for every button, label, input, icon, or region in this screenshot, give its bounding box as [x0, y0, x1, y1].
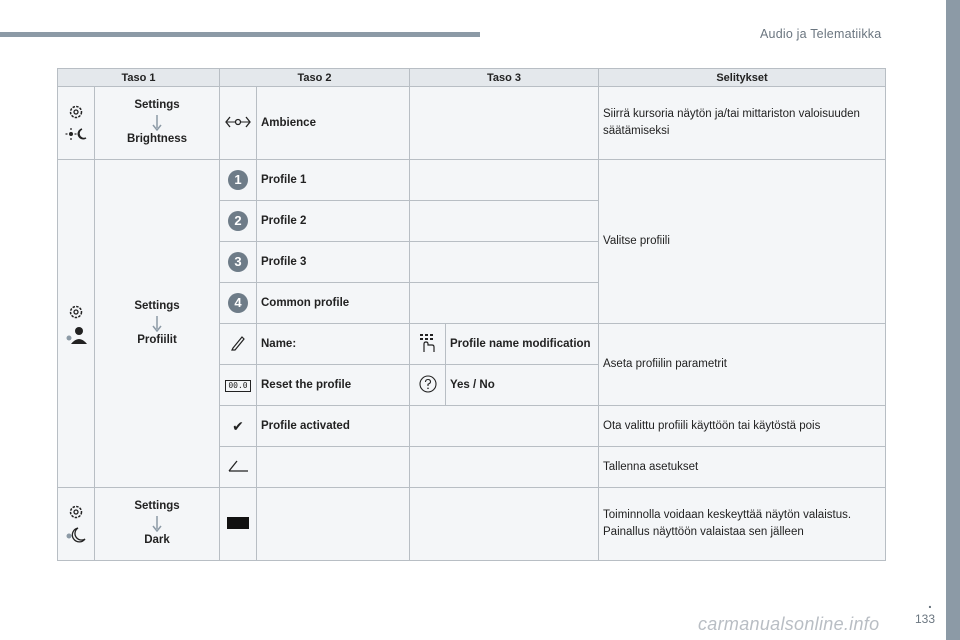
table-row: [58, 488, 886, 561]
touch-keyboard-icon: [419, 333, 437, 353]
settings-table: [57, 68, 886, 561]
dark-icons: [58, 488, 95, 561]
watermark: carmanualsonline.info: [698, 614, 880, 634]
profile-3-badge: 3: [228, 252, 248, 272]
empty-cell: [257, 447, 410, 488]
side-rule: [946, 0, 960, 640]
table-header-row: [58, 69, 886, 87]
profile-activated-label: Profile activated: [257, 406, 410, 447]
profile-name-modification-label: Profile name modification: [446, 324, 599, 365]
arrow-down-icon: [152, 316, 162, 332]
settings-label: Settings: [134, 299, 180, 312]
ambience-label: Ambience: [257, 87, 410, 160]
page-marker: .: [928, 595, 932, 611]
ambience-icon-cell: [220, 87, 257, 160]
name-icon-cell: [220, 324, 257, 365]
dark-label: Dark: [144, 534, 170, 546]
slider-arrows-icon: [225, 115, 251, 129]
common-profile-label: Common profile: [257, 283, 410, 324]
arrow-down-icon: [152, 115, 162, 131]
empty-cell: [410, 160, 599, 201]
save-description: Tallenna asetukset: [599, 447, 886, 488]
profile1-badge-cell: [220, 160, 257, 201]
profile-4-badge: 4: [228, 293, 248, 313]
table-row: [58, 160, 886, 201]
yes-no-label: Yes / No: [446, 365, 599, 406]
header-taso3: Taso 3: [410, 69, 599, 87]
gear-icon: [68, 304, 84, 320]
dark-description: Toiminnolla voidaan keskeyttää näytön valaistus. Painallus näyttöön valaistaa sen jälleen: [599, 488, 886, 561]
moon-icon: [65, 526, 87, 544]
common-badge-cell: [220, 283, 257, 324]
empty-cell: [410, 201, 599, 242]
header-taso2: Taso 2: [220, 69, 410, 87]
profile-1-badge: 1: [228, 170, 248, 190]
empty-cell: [410, 406, 599, 447]
keyboard-icon-cell: [410, 324, 446, 365]
user-profile-icon: [65, 326, 87, 344]
pencil-icon: [230, 335, 246, 351]
brightness-icons: [58, 87, 95, 160]
header-taso1: Taso 1: [58, 69, 220, 87]
empty-cell: [410, 488, 599, 561]
profile-2-badge: 2: [228, 211, 248, 231]
page-number: 133: [915, 612, 936, 626]
name-label: Name:: [257, 324, 410, 365]
activated-description: Ota valittu profiili käyttöön tai käytöstä pois: [599, 406, 886, 447]
profile3-label: Profile 3: [257, 242, 410, 283]
arrow-down-icon: [152, 516, 162, 532]
section-title: Audio ja Telematiikka: [760, 27, 882, 41]
check-icon-cell: [220, 406, 257, 447]
header-selitykset: Selitykset: [599, 69, 886, 87]
reset-icon-cell: [220, 365, 257, 406]
empty-cell: [410, 447, 599, 488]
black-screen-icon: [227, 517, 249, 529]
settings-label: Settings: [134, 99, 180, 112]
table-row: [58, 87, 886, 160]
question-icon: [419, 375, 437, 393]
reset-profile-label: Reset the profile: [257, 365, 410, 406]
settings-label: Settings: [134, 500, 180, 513]
level1-brightness: [95, 87, 220, 160]
profile2-label: Profile 2: [257, 201, 410, 242]
back-icon-cell: [220, 447, 257, 488]
check-icon: ✔: [232, 417, 244, 434]
gear-icon: [68, 504, 84, 520]
brightness-label: Brightness: [126, 133, 188, 145]
level1-dark: [95, 488, 220, 561]
black-screen-icon-cell: [220, 488, 257, 561]
profiles-description: Valitse profiili: [599, 160, 886, 324]
brightness-moon-icon: [65, 126, 87, 142]
ambience-description: Siirrä kursoria näytön ja/tai mittariston valoisuuden säätämiseksi: [599, 87, 886, 160]
empty-cell: [257, 488, 410, 561]
empty-cell: [410, 283, 599, 324]
gear-icon: [68, 104, 84, 120]
empty-cell: [410, 87, 599, 160]
question-icon-cell: [410, 365, 446, 406]
profile1-label: Profile 1: [257, 160, 410, 201]
profile2-badge-cell: [220, 201, 257, 242]
profiles-icons: [58, 160, 95, 488]
profile3-badge-cell: [220, 242, 257, 283]
counter-reset-icon: 00.0: [225, 380, 250, 392]
empty-cell: [410, 242, 599, 283]
profiles-label: Profiilit: [137, 333, 177, 346]
params-description: Aseta profiilin parametrit: [599, 324, 886, 406]
level1-profiles: [95, 160, 220, 488]
header-rule: [0, 32, 480, 37]
back-arrow-icon: [227, 458, 249, 474]
